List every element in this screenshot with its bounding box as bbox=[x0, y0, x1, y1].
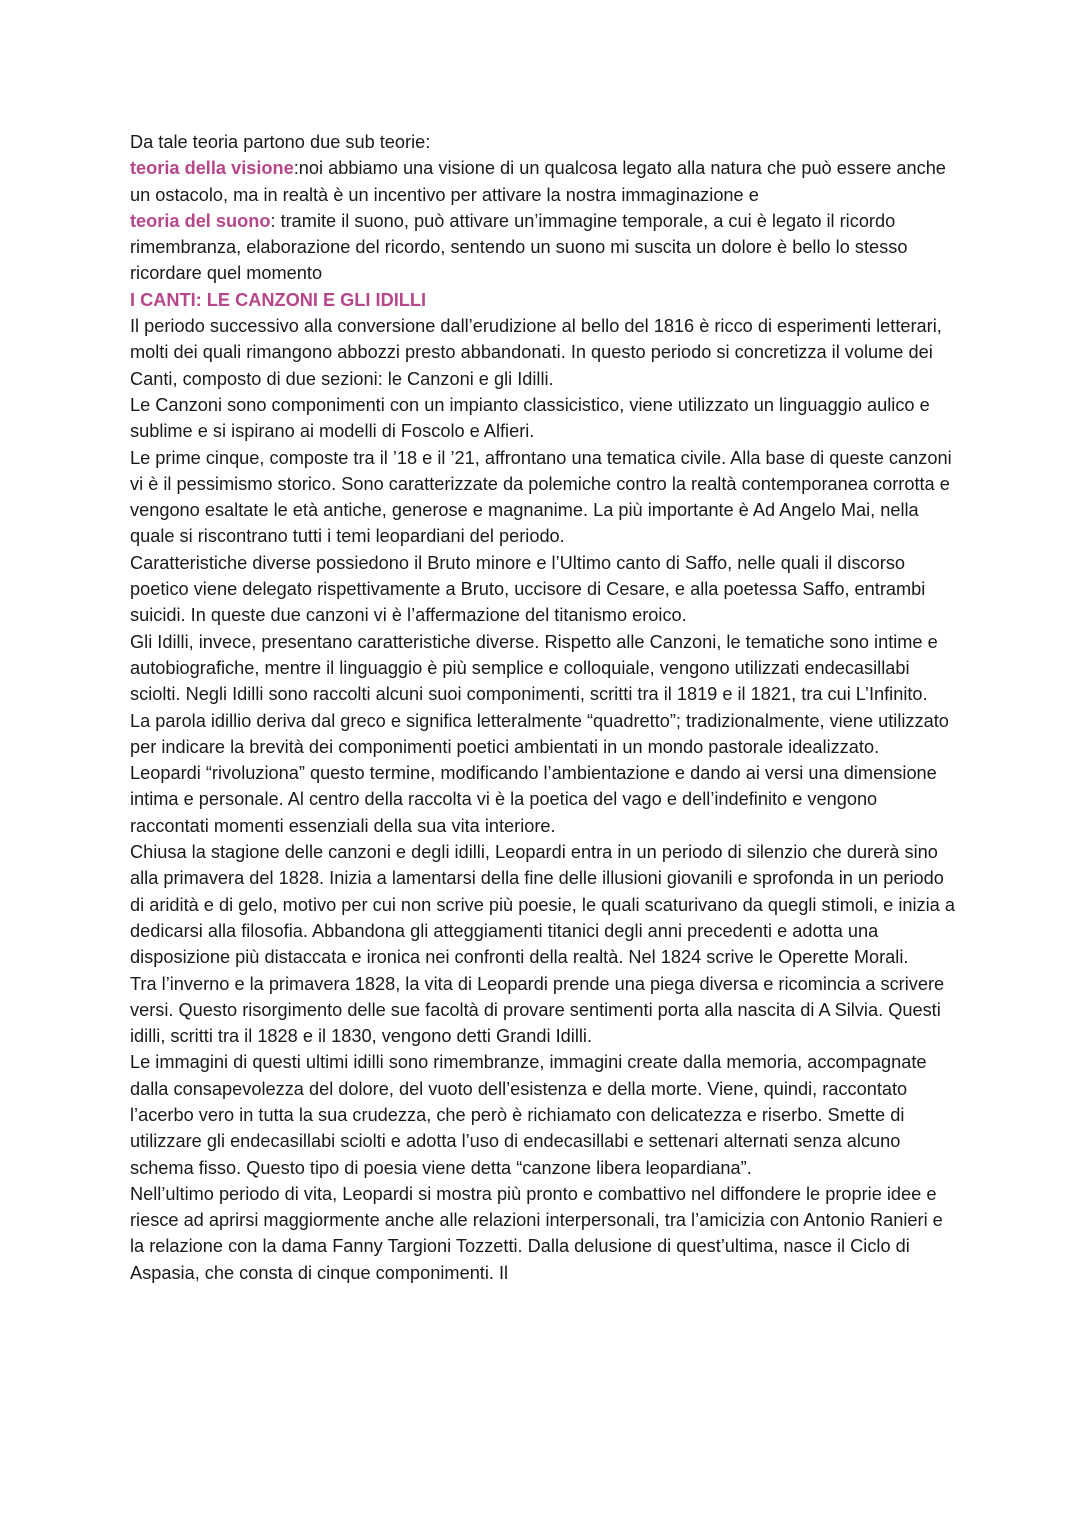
vision-theory-text: :noi abbiamo una visione di un qualcosa legato alla natura che può essere anche un ostacolo, ma in realtà è un incentivo per attivare la nostra immaginazione e bbox=[130, 158, 946, 205]
paragraph: Caratteristiche diverse possiedono il Bruto minore e l’Ultimo canto di Saffo, nelle quali il discorso poetico viene delegato rispettivamente a Bruto, uccisore di Cesare, e alla poetessa Saffo, entrambi suicidi. In queste due canzoni vi è l’affermazione del titanismo eroico. bbox=[130, 552, 926, 626]
sound-theory-term: teoria del suono bbox=[130, 210, 271, 231]
vision-theory-paragraph bbox=[130, 155, 960, 208]
paragraph: Tra l’inverno e la primavera 1828, la vita di Leopardi prende una piega diversa e ricomincia a scrivere versi. Questo risorgimento delle sue facoltà di provare sentimenti porta alla nascita di A Silvia. Questi idilli, scritti tra il 1828 e il 1830, vengono detti Grandi Idilli. bbox=[130, 973, 945, 1047]
section-heading: I CANTI: LE CANZONI E GLI IDILLI bbox=[130, 289, 427, 310]
paragraph: Nell’ultimo periodo di vita, Leopardi si mostra più pronto e combattivo nel diffondere le proprie idee e riesce ad aprirsi maggiormente anche alle relazioni interpersonali, tra l’amicizia con Antonio Ranieri e la relazione con la dama Fanny Targioni Tozzetti. Dalla delusione di quest’ultima, nasce il Ciclo di Aspasia, che consta di cinque componimenti. Il bbox=[130, 1183, 943, 1283]
paragraph: Gli Idilli, invece, presentano caratteristiche diverse. Rispetto alle Canzoni, le tematiche sono intime e autobiografiche, mentre il linguaggio è più semplice e colloquiale, vengono utilizzati endecasillabi sciolti. Negli Idilli sono raccolti alcuni suoi componimenti, scritti tra il 1819 e il 1821, tra cui L’Infinito. bbox=[130, 631, 938, 705]
paragraph: Le prime cinque, composte tra il ’18 e il ’21, affrontano una tematica civile. Alla base di queste canzoni vi è il pessimismo storico. Sono caratterizzate da polemiche contro la realtà contemporanea corrotta e vengono esaltate le età antiche, generose e magnanime. La più importante è Ad Angelo Mai, nella quale si riscontrano tutti i temi leopardiani del periodo. bbox=[130, 447, 952, 547]
sound-theory-paragraph bbox=[130, 208, 960, 287]
paragraph: La parola idillio deriva dal greco e significa letteralmente “quadretto”; tradizionalmente, viene utilizzato per indicare la brevità dei componimenti poetici ambientati in un mondo pastorale idealizzato. bbox=[130, 710, 949, 757]
paragraph: Le immagini di questi ultimi idilli sono rimembranze, immagini create dalla memoria, accompagnate dalla consapevolezza del dolore, del vuoto dell’esistenza e della morte. Viene, quindi, raccontato l’acerbo vero in tutta la sua crudezza, che però è richiamato con delicatezza e riserbo. Smette di utilizzare gli endecasillabi sciolti e adotta l’uso di endecasillabi e settenari alternati senza alcuno schema fisso. Questo tipo di poesia viene detta “canzone libera leopardiana”. bbox=[130, 1052, 927, 1178]
paragraph: Chiusa la stagione delle canzoni e degli idilli, Leopardi entra in un periodo di silenzio che durerà sino alla primavera del 1828. Inizia a lamentarsi della fine delle illusioni giovanili e sprofonda in un periodo di aridità e di gelo, motivo per cui non scrive più poesie, le quali scaturivano da quegli stimoli, e inizia a dedicarsi alla filosofia. Abbandona gli atteggiamenti titanici degli anni precedenti e adotta una disposizione più distaccata e ironica nei confronti della realtà. Nel 1824 scrive le Operette Morali. bbox=[130, 842, 955, 968]
paragraph: Le Canzoni sono componimenti con un impianto classicistico, viene utilizzato un linguaggio aulico e sublime e si ispirano ai modelli di Foscolo e Alfieri. bbox=[130, 394, 930, 442]
paragraph: Leopardi “rivoluziona” questo termine, modificando l’ambientazione e dando ai versi una dimensione intima e personale. Al centro della raccolta vi è la poetica del vago e dell’indefinito e vengono raccontati momenti essenziali della sua vita interiore. bbox=[130, 763, 937, 836]
vision-theory-term: teoria della visione bbox=[130, 158, 294, 179]
document-page bbox=[130, 129, 960, 1286]
sound-theory-text: : tramite il suono, può attivare un’immagine temporale, a cui è legato il ricordo rimembranza, elaborazione del ricordo, sentendo un suono mi suscita un dolore è bello lo stesso ricordare quel momento bbox=[130, 210, 908, 284]
paragraph: Il periodo successivo alla conversione dall’erudizione al bello del 1816 è ricco di esperimenti letterari, molti dei quali rimangono abbozzi presto abbandonati. In questo periodo si concretizza il volume dei Canti, composto di due sezioni: le Canzoni e gli Idilli. bbox=[130, 316, 942, 389]
intro-line: Da tale teoria partono due sub teorie: bbox=[130, 132, 431, 152]
